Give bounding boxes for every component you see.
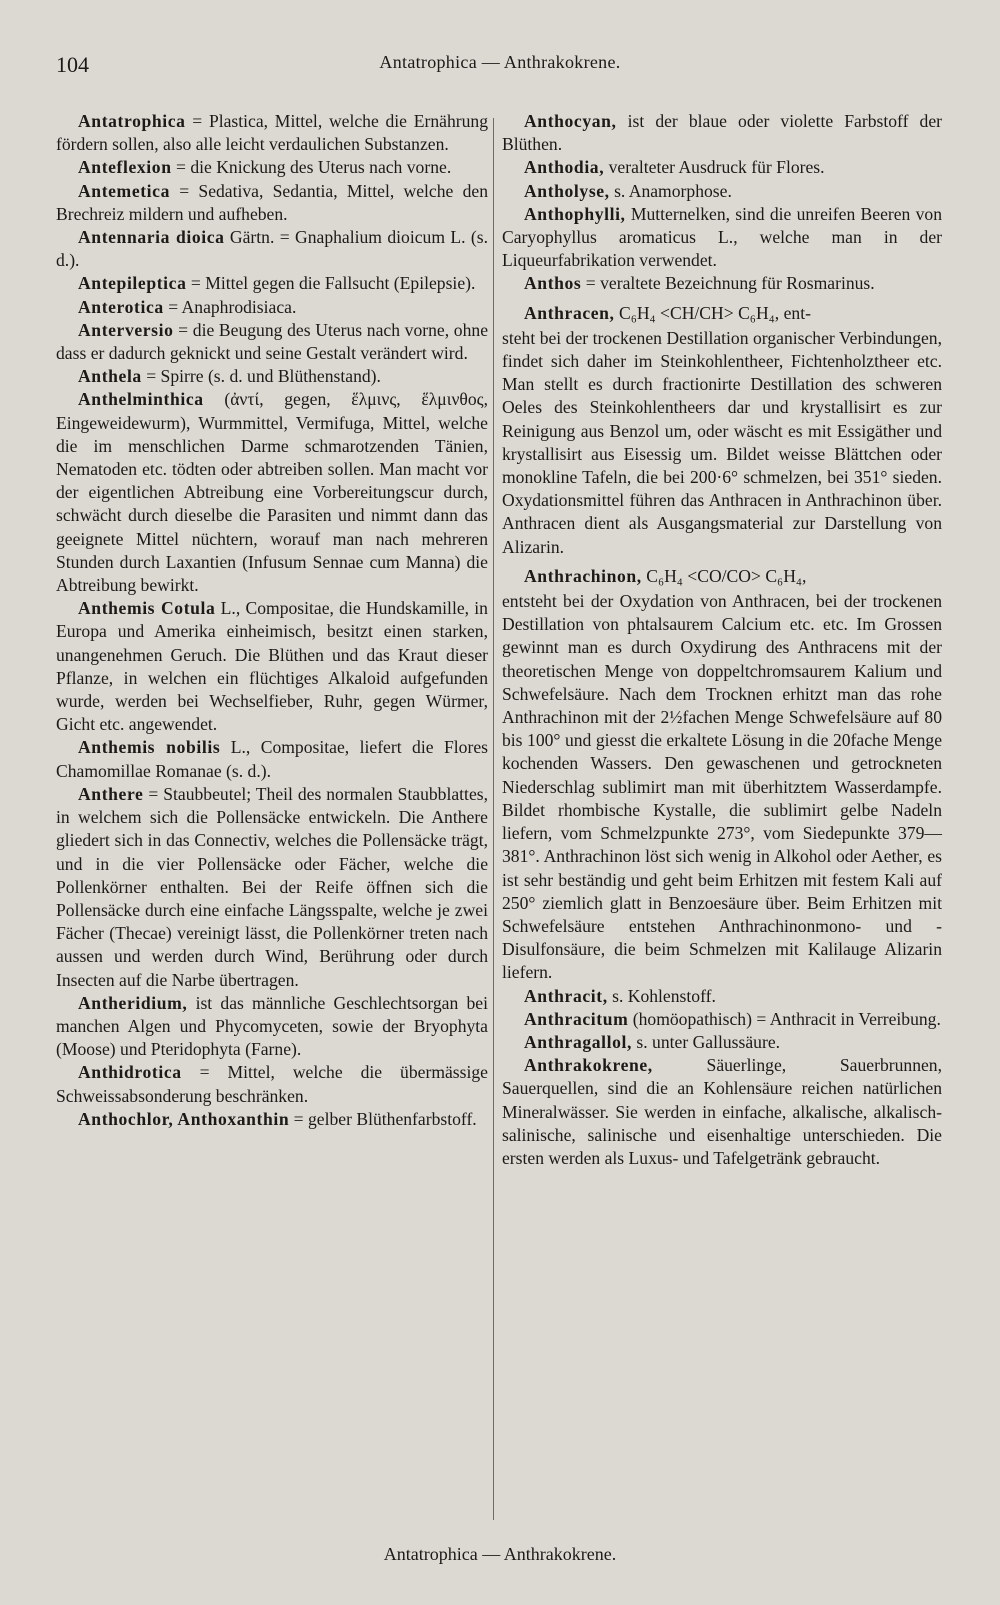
entry-headword: Anthos xyxy=(524,273,582,294)
right-column xyxy=(502,110,942,1170)
dictionary-entry xyxy=(502,180,942,203)
entry-headword: Anterversio xyxy=(78,319,174,340)
left-column xyxy=(56,110,488,1131)
entry-headword: Anthela xyxy=(78,366,142,387)
anthrachinon-body: entsteht bei der Oxydation von Anthracen, bei der trockenen Destillation von phtalsaurem Calcium etc. etc. Im Grossen gewinnt man es durch Oxydirung des Anthracens mit der theoretischen Menge von doppeltchromsaurem Kalium und Schwefelsäure. Nach dem Trocknen erhitzt man das rohe Anthrachinon mit der 2½fachen Menge Schwefelsäure auf 80 bis 100° und giesst die erkaltete Lösung in die 20fache Menge kochenden Wassers. Den gewaschenen und getrockneten Niederschlag sublimirt man mit überhitztem Wasserdampfe. Bildet rhombische Kystalle, die sublimirt gelbe Nadeln liefern, vom Schmelzpunkte 273°, vom Siedepunkte 379—381°. Anthrachinon löst sich wenig in Alkohol oder Aether, es ist sehr beständig und geht beim Erhitzen mit festem Kali auf 250° ziemlich glatt in Benzoesäure über. Beim Erhitzen mit Schwefelsäure entstehen Anthrachinonmono- und -Disulfonsäure, die beim Schmelzen mit Kalilauge Alizarin liefern. xyxy=(502,591,942,983)
dictionary-entry xyxy=(56,388,488,597)
dictionary-entry xyxy=(502,110,942,156)
dictionary-entry xyxy=(56,597,488,736)
running-footer: Antatrophica — Anthrakokrene. xyxy=(383,1544,617,1564)
entry-text: = veraltete Bezeichnung für Rosmarinus. xyxy=(581,273,875,294)
entry-headword: Anthemis nobilis xyxy=(78,737,221,758)
dictionary-entry xyxy=(502,1031,942,1054)
entry-text: = die Beugung des Uterus nach vorne, ohne dass er dadurch geknickt und seine Gestalt verändert wird. xyxy=(56,319,488,364)
entry-text: = Spirre (s. d. und Blüthenstand). xyxy=(141,366,381,387)
dictionary-entry xyxy=(56,226,488,272)
dictionary-entry xyxy=(56,992,488,1062)
entry-headword: Anthrachinon, xyxy=(524,565,642,586)
entry-text: (homöopathisch) = Anthracit in Verreibung. xyxy=(628,1008,941,1029)
anthracen-entry xyxy=(502,302,942,325)
dictionary-entry xyxy=(56,1061,488,1107)
dictionary-entry xyxy=(502,985,942,1008)
entry-headword: Anthophylli, xyxy=(524,203,626,224)
entry-text: L., Compositae, liefert die Flores Chamomillae Romanae (s. d.). xyxy=(56,737,488,781)
entry-headword: Anthrakokrene, xyxy=(524,1055,653,1076)
dictionary-entry xyxy=(502,272,942,295)
entry-headword: Antennaria dioica xyxy=(78,227,225,248)
entry-text: = Mittel, welche die übermässige Schweissabsonderung beschränken. xyxy=(56,1062,488,1106)
entry-text: = Mittel gegen die Fallsucht (Epilepsie). xyxy=(186,273,476,294)
entry-headword: Anteflexion xyxy=(78,157,172,178)
entry-text: = Sedativa, Sedantia, Mittel, welche den Brechreiz mildern und aufheben. xyxy=(56,180,488,224)
entry-text: (ἀντί, gegen, ἕλμινς, ἕλμινθος, Eingeweidewurm), Wurmmittel, Vermifuga, Mittel, welche die im menschlichen Darme schmarotzenden Tänien, Nematoden etc. tödten oder abtreiben sollen. Man macht vor der eigentlichen Abtreibung eine Vorbereitungscur durch, schwächt durch dieselbe die Parasiten und nimmt dann das geeignete Mittel nüchtern, worauf man nach mehreren Stunden durch Laxantien (Infusum Sennae cum Manna) die Abtreibung bewirkt. xyxy=(56,389,488,596)
entry-text: Säuerlinge, Sauerbrunnen, Sauerquellen, sind die an Kohlensäure reichen natürlichen Mineralwässer. Sie werden in einfache, alkalische, alkalisch-salinische, salinische und eisenhaltige unterschieden. Die ersten werden als Luxus- und Tafelgetränk gebraucht. xyxy=(502,1055,942,1168)
dictionary-entry xyxy=(56,110,488,156)
entry-text: ist das männliche Geschlechtsorgan bei manchen Algen und Phycomyceten, sowie der Bryophyta (Moose) und Pteridophyta (Farne). xyxy=(56,992,488,1060)
entry-headword: Anthodia, xyxy=(524,157,605,178)
entry-headword: Anthere xyxy=(78,783,144,804)
anthrachinon-formula: C₆H₄ <CO/CO> C₆H₄, xyxy=(646,565,807,586)
dictionary-entry xyxy=(56,365,488,388)
entry-text: s. Anamorphose. xyxy=(609,180,732,201)
dictionary-entry xyxy=(502,1008,942,1031)
entry-headword: Anterotica xyxy=(78,296,164,317)
entry-headword: Anthracit, xyxy=(524,985,608,1006)
anthracen-formula: C₆H₄ <CH/CH> C₆H₄, xyxy=(618,302,780,323)
entry-text: s. unter Gallussäure. xyxy=(632,1031,781,1052)
entry-headword: Antatrophica xyxy=(78,111,186,131)
entry-text: veralteter Ausdruck für Flores. xyxy=(604,157,825,178)
entry-headword: Anthocyan, xyxy=(524,111,617,131)
entry-text: Mutternelken, sind die unreifen Beeren von Caryophyllus aromaticus L., welche man in der Liqueurfabrikation verwendet. xyxy=(502,203,942,271)
entry-headword: Anthragallol, xyxy=(524,1031,632,1052)
dictionary-entry xyxy=(56,156,488,179)
entry-headword: Anthelminthica xyxy=(78,389,204,410)
dictionary-entry xyxy=(56,736,488,782)
column-rule xyxy=(493,118,494,1520)
entry-text: = die Knickung des Uterus nach vorne. xyxy=(171,157,452,178)
dictionary-entry xyxy=(56,783,488,992)
entry-text: = Plastica, Mittel, welche die Ernährung fördern sollen, also alle leicht verdaulichen Substanzen. xyxy=(56,111,488,155)
entry-headword: Anthidrotica xyxy=(78,1062,182,1083)
page-number: 104 xyxy=(56,52,89,77)
entry-text: = gelber Blüthenfarbstoff. xyxy=(289,1108,477,1129)
entry-text: ist der blaue oder violette Farbstoff der Blüthen. xyxy=(502,111,942,155)
anthrachinon-entry xyxy=(502,565,942,588)
entry-text: s. Kohlenstoff. xyxy=(607,985,716,1006)
entry-text: = Anaphrodisiaca. xyxy=(163,296,297,317)
entry-headword: Anthemis Cotula xyxy=(78,598,216,619)
dictionary-entry xyxy=(502,203,942,273)
entry-text: Gärtn. = Gnaphalium dioicum L. (s. d.). xyxy=(56,227,488,271)
running-header: Antatrophica — Anthrakokrene. xyxy=(379,52,621,72)
dictionary-entry xyxy=(56,1108,488,1131)
dictionary-entry xyxy=(56,296,488,319)
entry-headword: Antholyse, xyxy=(524,180,610,201)
dictionary-entry xyxy=(56,180,488,226)
dictionary-entry xyxy=(502,156,942,179)
entry-text: L., Compositae, die Hundskamille, in Europa und Amerika einheimisch, besitzt einen starken, unangenehmen Geruch. Die Blüthen und das Kraut dieser Pflanze, in welchen ein flüchtiges Alkaloid aufgefunden wurde, werden bei Wechselfieber, Ruhr, gegen Würmer, Gicht etc. angewendet. xyxy=(56,598,488,735)
entry-headword: Anthracen, xyxy=(524,302,615,323)
dictionary-entry xyxy=(502,1054,942,1170)
entry-headword: Antheridium, xyxy=(78,992,188,1013)
entry-text: = Staubbeutel; Theil des normalen Staubblattes, in welchem sich die Pollensäcke entwickeln. Die Anthere gliedert sich in das Connectiv, welches die Pollensäcke trägt, und in die vier Pollensäcke oder Fächer, welche die Pollenkörner enthalten. Bei der Reife öffnen sich die Pollensäcke durch eine einfache Längsspalte, welche je zwei Fächer (Thecae) vereinigt lässt, die Pollenkörner treten nach aussen und werden durch Wind, Berührung oder durch Insecten auf die Narbe übertragen. xyxy=(56,783,488,990)
entry-headword: Anthracitum xyxy=(524,1008,629,1029)
dictionary-entry xyxy=(56,272,488,295)
entry-headword: Antemetica xyxy=(78,180,170,201)
entry-headword: Anthochlor, Anthoxanthin xyxy=(78,1108,290,1129)
anthracen-body: steht bei der trockenen Destillation organischer Verbindungen, findet sich daher im Steinkohlentheer, Fichtenholztheer etc. Man stellt es durch fractionirte Destillation des schweren Oeles des Steinkohlentheers dar und krystallisirt es zur Reinigung aus Benzol um, oder wäscht es mit Essigäther und krystallisirt aus Eisessig um. Bildet weisse Blättchen oder monokline Tafeln, die bei 200·6° schmelzen, bei 351° sieden. Oxydationsmittel führen das Anthracen in Anthrachinon über. Anthracen dient als Ausgangsmaterial zur Darstellung von Alizarin. xyxy=(502,327,942,557)
anthracen-formula-tail: ent- xyxy=(783,302,811,323)
dictionary-entry xyxy=(56,319,488,365)
entry-headword: Antepileptica xyxy=(78,273,187,294)
